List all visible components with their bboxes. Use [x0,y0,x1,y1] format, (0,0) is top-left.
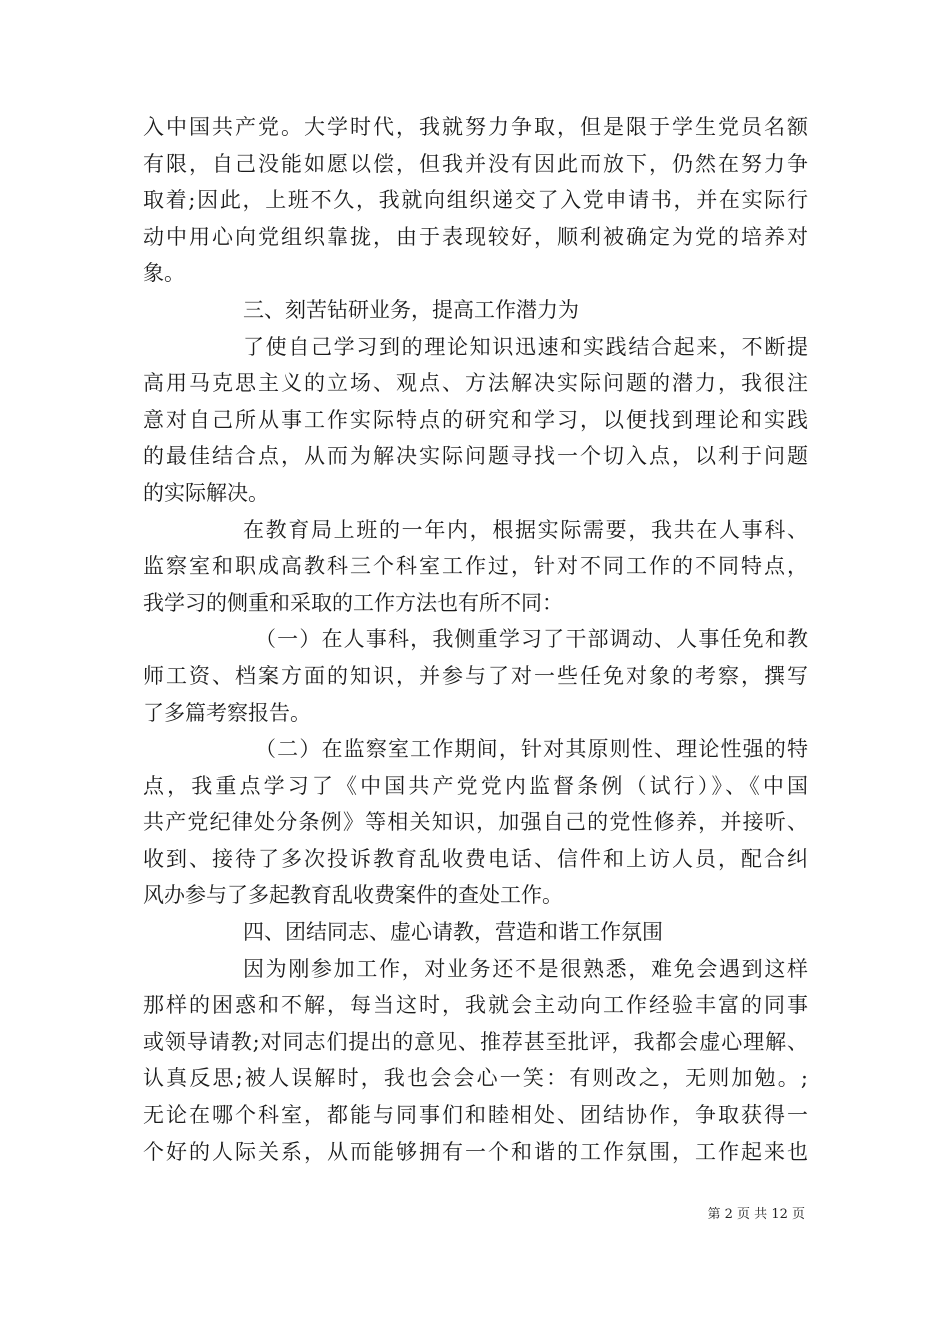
text-line: 收到、接待了多次投诉教育乱收费电话、信件和上访人员，配合纠 [143,846,808,871]
section-heading: 三、刻苦钻研业务，提高工作潜力为 [243,297,579,322]
text-line: 点，我重点学习了《中国共产党党内监督条例（试行）》、《中国 [143,773,808,798]
text-line: 了多篇考察报告。 [143,700,311,725]
text-line: 象。 [143,261,185,286]
text-line: 的实际解决。 [143,480,269,505]
section-heading: 四、团结同志、虚心请教，营造和谐工作氛围 [243,920,663,945]
text-line: 我学习的侧重和采取的工作方法也有所不同： [143,590,563,615]
text-line: （一）在人事科，我侧重学习了干部调动、人事任免和教 [255,627,808,652]
text-line: 高用马克思主义的立场、观点、方法解决实际问题的潜力，我很注 [143,371,808,396]
text-line: 了使自己学习到的理论知识迅速和实践结合起来，不断提 [243,334,808,359]
text-line: 入中国共产党。大学时代，我就努力争取，但是限于学生党员名额 [143,115,808,139]
text-line: 认真反思;被人误解时，我也会会心一笑：有则改之，无则加勉。; [143,1066,808,1091]
text-line: 无论在哪个科室，都能与同事们和睦相处、团结协作，争取获得一 [143,1103,808,1128]
document-body [143,109,808,1170]
text-line: 或领导请教;对同志们提出的意见、推荐甚至批评，我都会虚心理解、 [143,1029,808,1054]
text-line: （二）在监察室工作期间，针对其原则性、理论性强的特 [255,737,808,762]
text-line: 在教育局上班的一年内，根据实际需要，我共在人事科、 [243,517,808,542]
text-line: 意对自己所从事工作实际特点的研究和学习，以便找到理论和实践 [143,407,808,432]
text-line: 师工资、档案方面的知识，并参与了对一些任免对象的考察，撰写 [143,663,808,688]
text-line: 个好的人际关系，从而能够拥有一个和谐的工作氛围，工作起来也 [143,1139,808,1164]
text-line: 共产党纪律处分条例》等相关知识，加强自己的党性修养，并接听、 [143,810,808,835]
page-number-footer: 第 2 页 共 12 页 [707,1207,805,1222]
text-line: 动中用心向党组织靠拢，由于表现较好，顺利被确定为党的培养对 [143,224,808,249]
text-line: 取着;因此，上班不久，我就向组织递交了入党申请书，并在实际行 [143,188,808,213]
text-line: 那样的困惑和不解，每当这时，我就会主动向工作经验丰富的同事 [143,993,808,1018]
text-line: 有限，自己没能如愿以偿，但我并没有因此而放下，仍然在努力争 [143,151,808,176]
text-line: 监察室和职成高教科三个科室工作过，针对不同工作的不同特点， [143,554,808,579]
text-line: 风办参与了多起教育乱收费案件的查处工作。 [143,883,563,908]
text-line: 因为刚参加工作，对业务还不是很熟悉，难免会遇到这样 [243,956,808,981]
text-line: 的最佳结合点，从而为解决实际问题寻找一个切入点，以利于问题 [143,444,808,469]
